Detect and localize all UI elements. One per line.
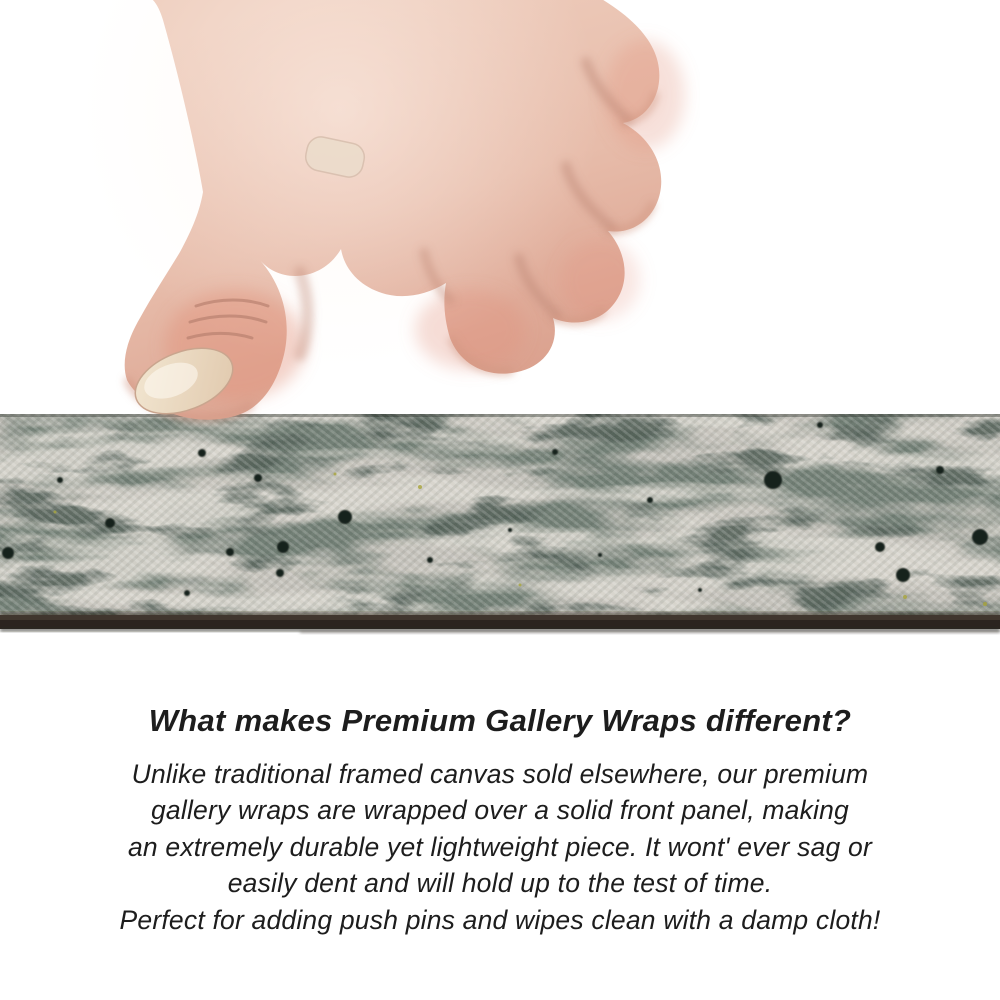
headline: What makes Premium Gallery Wraps different? bbox=[148, 703, 852, 738]
hand-pressing-photo bbox=[0, 0, 700, 432]
body-line-5: Perfect for adding push pins and wipes clean with a damp cloth! bbox=[119, 904, 881, 935]
body-line-2: gallery wraps are wrapped over a solid front panel, making bbox=[150, 795, 849, 826]
body-line-4: easily dent and will hold up to the test of time. bbox=[227, 868, 773, 899]
body-line-1: Unlike traditional framed canvas sold elsewhere, our premium bbox=[131, 759, 869, 789]
canvas-strip-photo bbox=[0, 414, 1000, 638]
body-line-3: an extremely durable yet lightweight piece. It wont' ever sag or bbox=[127, 831, 873, 862]
marketing-copy bbox=[0, 703, 1000, 938]
panel-edge bbox=[0, 612, 1000, 634]
canvas-fabric-texture bbox=[0, 414, 1000, 616]
